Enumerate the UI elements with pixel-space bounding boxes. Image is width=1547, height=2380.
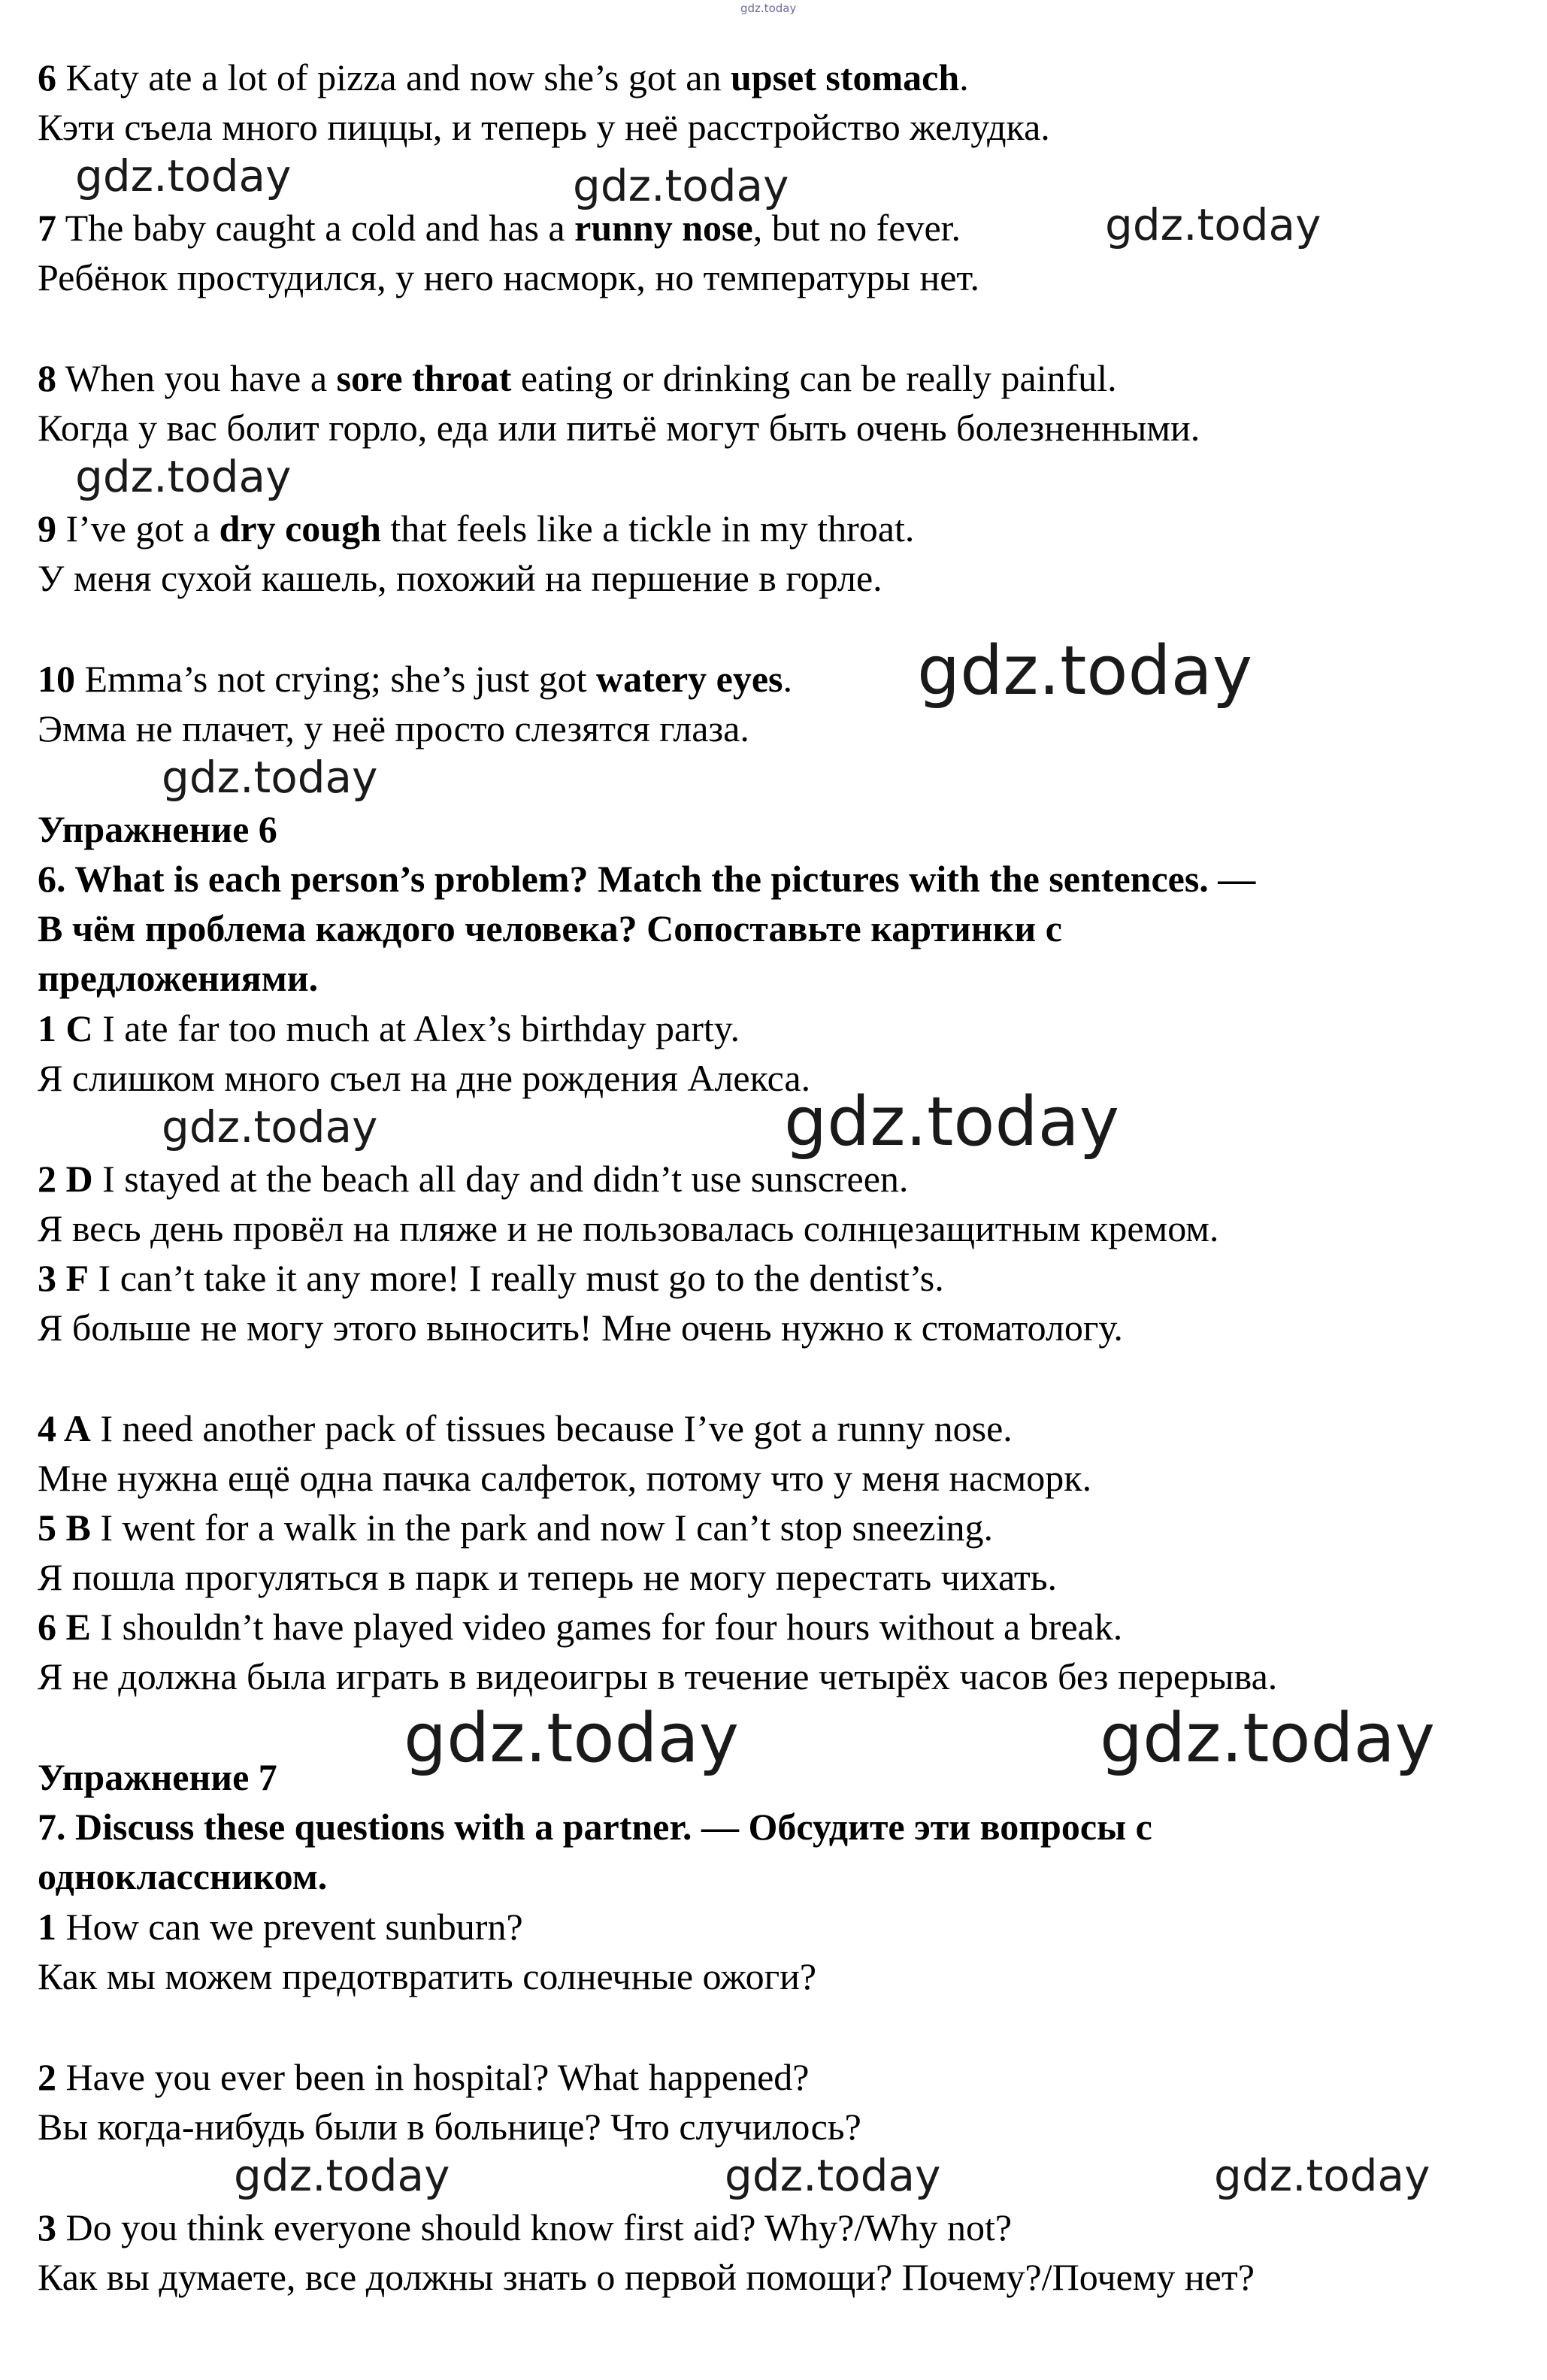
answer-5-ru: Я пошла прогуляться в парк и теперь не могу перестать чихать. [38,1556,1058,1598]
answer-3-ru: Я больше не могу этого выносить! Мне очень нужно к стоматологу. [38,1307,1123,1349]
watermark: gdz.today [75,150,292,201]
exercise-6-heading: Упражнение 6 [38,808,277,850]
watermark: gdz.today [75,451,292,502]
answer-4-ru: Мне нужна ещё одна пачка салфеток, потому что у меня насморк. [38,1457,1092,1499]
answer-2-en: 2 D I stayed at the beach all day and didn’t use sunscreen. [38,1158,909,1200]
watermark: gdz.today [1100,1699,1436,1778]
question-1-en: 1 How can we prevent sunburn? [38,1906,523,1948]
item-6-ru: Кэти съела много пиццы, и теперь у неё расстройство желудка. [38,106,1050,148]
question-2-ru: Вы когда-нибудь были в больнице? Что случилось? [38,2106,861,2148]
exercise-6-task-line-1: 6. What is each person’s problem? Match the pictures with the sentences. — [38,858,1256,900]
watermark: gdz.today [1214,2150,1430,2201]
watermark: gdz.today [1105,199,1321,250]
item-8-ru: Когда у вас болит горло, еда или питьё могут быть очень болезненными. [38,407,1200,449]
item-9-en: 9 I’ve got a dry cough that feels like a tickle in my throat. [38,507,915,550]
header-watermark: gdz.today [740,2,797,15]
item-7-en: 7 The baby caught a cold and has a runny nose, but no fever. [38,207,961,249]
exercise-7-task-line-2: одноклассником. [38,1855,328,1897]
answer-1-en: 1 C I ate far too much at Alex’s birthday party. [38,1007,740,1049]
item-10-ru: Эмма не плачет, у неё просто слезятся глаза. [38,707,749,749]
watermark: gdz.today [784,1083,1120,1161]
item-7-ru: Ребёнок простудился, у него насморк, но температуры нет. [38,256,980,298]
item-9-ru: У меня сухой кашель, похожий на першение в горле. [38,557,882,599]
exercise-6-task-line-3: предложениями. [38,957,319,999]
watermark: gdz.today [725,2150,941,2201]
question-3-en: 3 Do you think everyone should know first aid? Why?/Why not? [38,2206,1013,2248]
item-6-en: 6 Katy ate a lot of pizza and now she’s got an upset stomach. [38,56,969,98]
watermark: gdz.today [917,631,1253,710]
answer-6-en: 6 E I shouldn’t have played video games for four hours without a break. [38,1606,1123,1648]
answer-3-en: 3 F I can’t take it any more! I really must go to the dentist’s. [38,1257,944,1299]
question-3-ru: Как вы думаете, все должны знать о первой помощи? Почему?/Почему нет? [38,2256,1255,2298]
question-2-en: 2 Have you ever been in hospital? What happened? [38,2056,810,2098]
watermark: gdz.today [162,1101,378,1152]
answer-4-en: 4 A I need another pack of tissues because I’ve got a runny nose. [38,1407,1013,1449]
watermark: gdz.today [234,2150,450,2201]
exercise-6-task-line-2: В чём проблема каждого человека? Сопоставьте картинки с [38,907,1062,949]
question-1-ru: Как мы можем предотвратить солнечные ожоги? [38,1955,817,1997]
exercise-7-heading: Упражнение 7 [38,1756,277,1798]
answer-6-ru: Я не должна была играть в видеоигры в течение четырёх часов без перерыва. [38,1655,1278,1697]
watermark: gdz.today [404,1699,740,1778]
exercise-7-task-line-1: 7. Discuss these questions with a partner. — Обсудите эти вопросы с [38,1806,1152,1848]
item-10-en: 10 Emma’s not crying; she’s just got watery eyes. [38,658,793,700]
answer-1-ru: Я слишком много съел на дне рождения Алекса. [38,1057,811,1099]
watermark: gdz.today [162,752,378,803]
watermark: gdz.today [573,160,789,211]
answer-2-ru: Я весь день провёл на пляже и не пользовалась солнцезащитным кремом. [38,1207,1219,1249]
item-8-en: 8 When you have a sore throat eating or drinking can be really painful. [38,357,1117,399]
answer-5-en: 5 B I went for a walk in the park and now I can’t stop sneezing. [38,1506,993,1549]
